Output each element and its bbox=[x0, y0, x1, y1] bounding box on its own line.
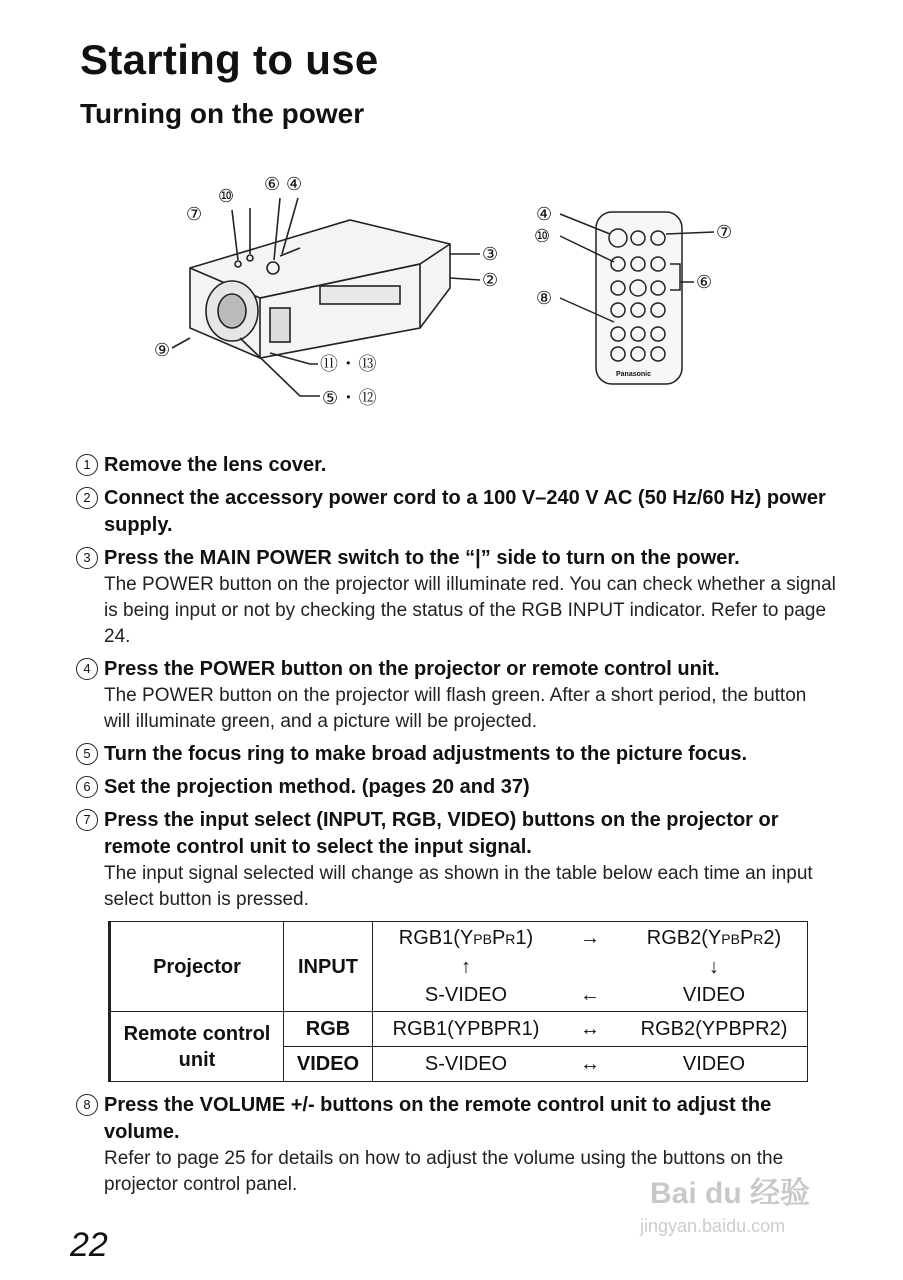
step-5 bbox=[76, 741, 836, 768]
step-number: 2 bbox=[76, 487, 98, 509]
rgb-label: RGB bbox=[284, 1012, 373, 1047]
callout-2: ② bbox=[482, 270, 499, 291]
projector-label: Projector bbox=[110, 922, 284, 1012]
arrow-down: ↓ bbox=[709, 956, 719, 978]
callout-7: ⑦ bbox=[186, 204, 203, 225]
callout-5-12: ⑤ ･ ⑫ bbox=[322, 388, 377, 409]
video-row-a: S-VIDEO bbox=[424, 1053, 508, 1075]
rgb-row-arrow: ↔ bbox=[580, 1018, 600, 1040]
video-row-cell bbox=[373, 1047, 808, 1082]
step-heading: Set the projection method. (pages 20 and 37) bbox=[104, 776, 530, 798]
video-row-b: VIDEO bbox=[682, 1053, 746, 1075]
projector-illustration bbox=[150, 168, 510, 428]
remote-callout-4: ④ bbox=[536, 204, 553, 225]
step-heading: Remove the lens cover. bbox=[104, 454, 327, 476]
remote-brand-label: Panasonic bbox=[616, 371, 652, 378]
callout-11-13: ⑪ ･ ⑬ bbox=[320, 354, 377, 375]
step-heading: Turn the focus ring to make broad adjustments to the picture focus. bbox=[104, 743, 748, 765]
step-body: Refer to page 25 for details on how to adjust the volume using the buttons on the projector control panel. bbox=[104, 1148, 784, 1195]
step-body: The input signal selected will change as shown in the table below each time an input select button is pressed. bbox=[104, 863, 813, 910]
remote-illustration bbox=[530, 194, 750, 394]
step-4 bbox=[76, 656, 836, 735]
remote-callout-10: ⑩ bbox=[534, 226, 551, 247]
step-number: 5 bbox=[76, 743, 98, 765]
step-heading: Connect the accessory power cord to a 100 V–240 V AC (50 Hz/60 Hz) power supply. bbox=[104, 487, 826, 536]
step-heading: Press the POWER button on the projector or remote control unit. bbox=[104, 658, 720, 680]
video-label: VIDEO bbox=[284, 1047, 373, 1082]
video-row-arrow: ↔ bbox=[580, 1053, 600, 1075]
cycle-svideo: S-VIDEO bbox=[424, 984, 508, 1006]
cycle-video: VIDEO bbox=[682, 984, 746, 1006]
step-number: 3 bbox=[76, 547, 98, 569]
remote-callout-6: ⑥ bbox=[696, 272, 713, 293]
step-body: The POWER button on the projector will flash green. After a short period, the button will illuminate green, and a picture will be projected. bbox=[104, 685, 807, 732]
rgb-row-cell bbox=[373, 1012, 808, 1047]
watermark-url: jingyan.baidu.com bbox=[640, 1216, 786, 1236]
step-2 bbox=[76, 485, 836, 539]
remote-callout-8: ⑧ bbox=[536, 288, 553, 309]
arrow-right: → bbox=[580, 927, 600, 949]
callout-3: ③ bbox=[482, 244, 499, 265]
callout-6: ⑥ bbox=[264, 174, 281, 195]
step-number: 4 bbox=[76, 658, 98, 680]
page-title: Starting to use bbox=[80, 36, 379, 83]
page-number: 22 bbox=[70, 1226, 108, 1264]
callout-9: ⑨ bbox=[154, 340, 171, 361]
step-1 bbox=[76, 452, 836, 479]
arrow-up: ↑ bbox=[461, 956, 471, 978]
remote-callout-7: ⑦ bbox=[716, 222, 733, 243]
arrow-left: ← bbox=[580, 984, 600, 1006]
input-cycle-cell bbox=[373, 922, 808, 1012]
rgb-row-b: RGB2(YPBPR2) bbox=[640, 1018, 788, 1040]
rgb-row-a: RGB1(YPBPR1) bbox=[392, 1018, 540, 1040]
step-3 bbox=[76, 545, 836, 650]
input-label: INPUT bbox=[284, 922, 373, 1012]
steps-list bbox=[76, 452, 836, 1204]
cycle-rgb1: RGB1(YPBPR1) bbox=[398, 927, 534, 949]
step-number: 1 bbox=[76, 454, 98, 476]
step-7 bbox=[76, 807, 836, 913]
watermark-logo: Bai du 经验 bbox=[650, 1177, 811, 1210]
step-number: 8 bbox=[76, 1094, 98, 1116]
step-body: The POWER button on the projector will illuminate red. You can check whether a signal is being input or not by checking the status of the RGB INPUT indicator. Refer to page 24. bbox=[104, 574, 836, 647]
callout-4: ④ bbox=[286, 174, 303, 195]
step-6 bbox=[76, 774, 836, 801]
remote-label: Remote control unit bbox=[110, 1012, 284, 1082]
input-signal-table bbox=[108, 921, 808, 1082]
step-number: 6 bbox=[76, 776, 98, 798]
callout-10: ⑩ bbox=[218, 186, 235, 207]
step-number: 7 bbox=[76, 809, 98, 831]
step-heading: Press the input select (INPUT, RGB, VIDEO) buttons on the projector or remote control unit to select the input signal. bbox=[104, 809, 779, 858]
step-heading: Press the MAIN POWER switch to the “|” side to turn on the power. bbox=[104, 547, 740, 569]
step-heading: Press the VOLUME +/- buttons on the remote control unit to adjust the volume. bbox=[104, 1094, 772, 1143]
cycle-rgb2: RGB2(YPBPR2) bbox=[646, 927, 782, 949]
section-title: Turning on the power bbox=[80, 98, 365, 129]
